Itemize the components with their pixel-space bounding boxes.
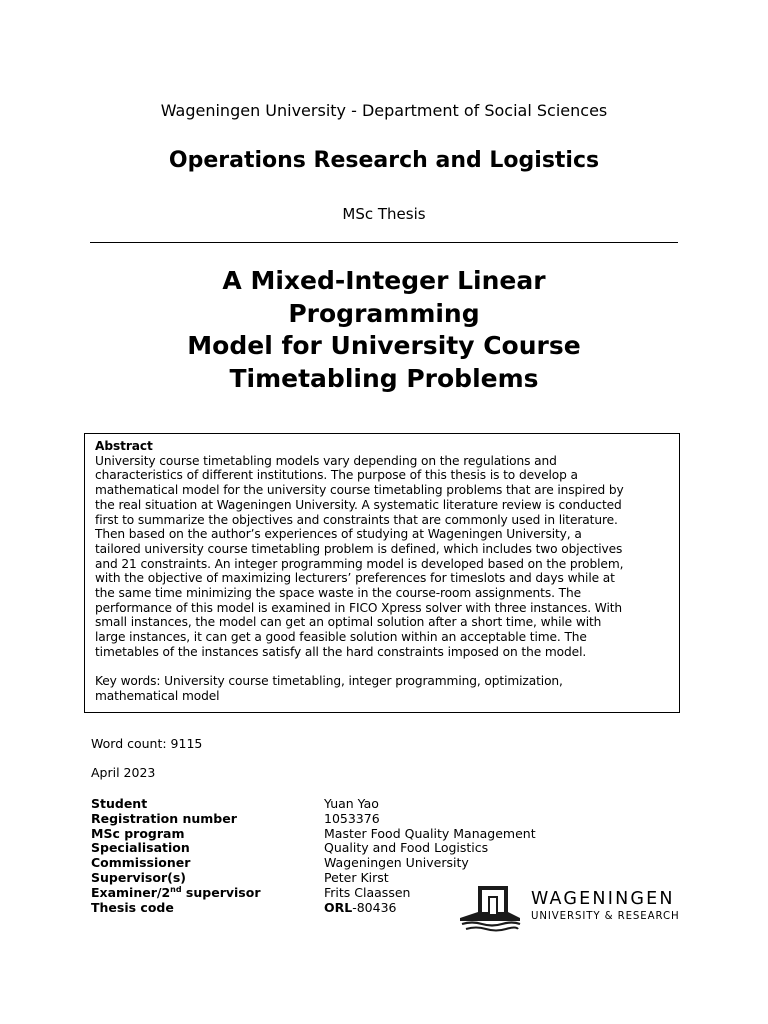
abstract-line: small instances, the model can get an optimal solution after a short time, while with [95,615,602,630]
title-divider [90,242,678,243]
program-title: Operations Research and Logistics [168,148,600,173]
detail-value: Wageningen University [324,855,469,871]
detail-label: MSc program [91,825,185,841]
detail-label: Examiner/2nd supervisor [91,884,261,900]
detail-value: 1053376 [324,810,380,826]
wageningen-emblem-icon [458,883,522,933]
detail-label: Registration number [91,810,237,826]
abstract-line: tailored university course timetabling problem is defined, which includes two objectives [95,541,623,556]
detail-value: Master Food Quality Management [324,825,536,841]
abstract-line: mathematical model for the university course timetabling problems that are inspired by [95,483,624,498]
thesis-title-line: A Mixed-Integer Linear [222,266,546,295]
abstract-line: the real situation at Wageningen University. A systematic literature review is conducted [95,497,622,512]
detail-value: Yuan Yao [324,796,379,811]
detail-label: Thesis code [91,899,174,915]
abstract-line: Then based on the author’s experiences of studying at Wageningen University, a [95,527,582,542]
logo-subtitle: UNIVERSITY & RESEARCH [531,911,680,922]
wageningen-logo [458,883,708,933]
university-department-line: Wageningen University - Department of Social Sciences [160,101,608,120]
date: April 2023 [91,765,156,780]
detail-value: Quality and Food Logistics [324,840,489,856]
abstract-line: the same time minimizing the space waste in the course-room assignments. The [95,586,581,601]
thesis-title [0,265,768,395]
thesis-title-line: Timetabling Problems [229,363,539,393]
detail-label: Student [91,796,148,811]
keywords-line: mathematical model [95,688,220,703]
detail-value: Peter Kirst [324,869,389,885]
detail-value: ORL-80436 [324,899,397,915]
detail-value: Frits Claassen [324,884,411,900]
abstract-line: characteristics of different institutions. The purpose of this thesis is to develop a [95,468,578,483]
abstract-box [84,433,680,713]
logo-wordmark: WAGENINGEN [531,889,675,909]
abstract-line: performance of this model is examined in FICO Xpress solver with three instances. With [95,600,623,615]
detail-label: Specialisation [91,840,190,856]
abstract-line: timetables of the instances satisfy all the hard constraints imposed on the model. [95,644,587,659]
thesis-title-line: Model for University Course [187,331,581,360]
abstract-line: and 21 constraints. An integer programming model is developed based on the problem, [95,556,624,571]
keywords-line: Key words: University course timetabling, integer programming, optimization, [95,674,563,689]
abstract-line: with the objective of maximizing lecturers’ preferences for timeslots and days while at [95,571,615,586]
thesis-title-line: Programming [288,298,480,328]
abstract-line: University course timetabling models vary depending on the regulations and [95,453,557,468]
detail-label: Commissioner [91,855,191,871]
thesis-type: MSc Thesis [342,205,426,223]
detail-label: Supervisor(s) [91,869,186,885]
word-count: Word count: 9115 [91,736,203,751]
abstract-heading: Abstract [95,439,153,453]
abstract-line: first to summarize the objectives and constraints that are commonly used in literature. [95,512,618,527]
abstract-line: large instances, it can get a good feasible solution within an acceptable time. The [95,630,587,645]
